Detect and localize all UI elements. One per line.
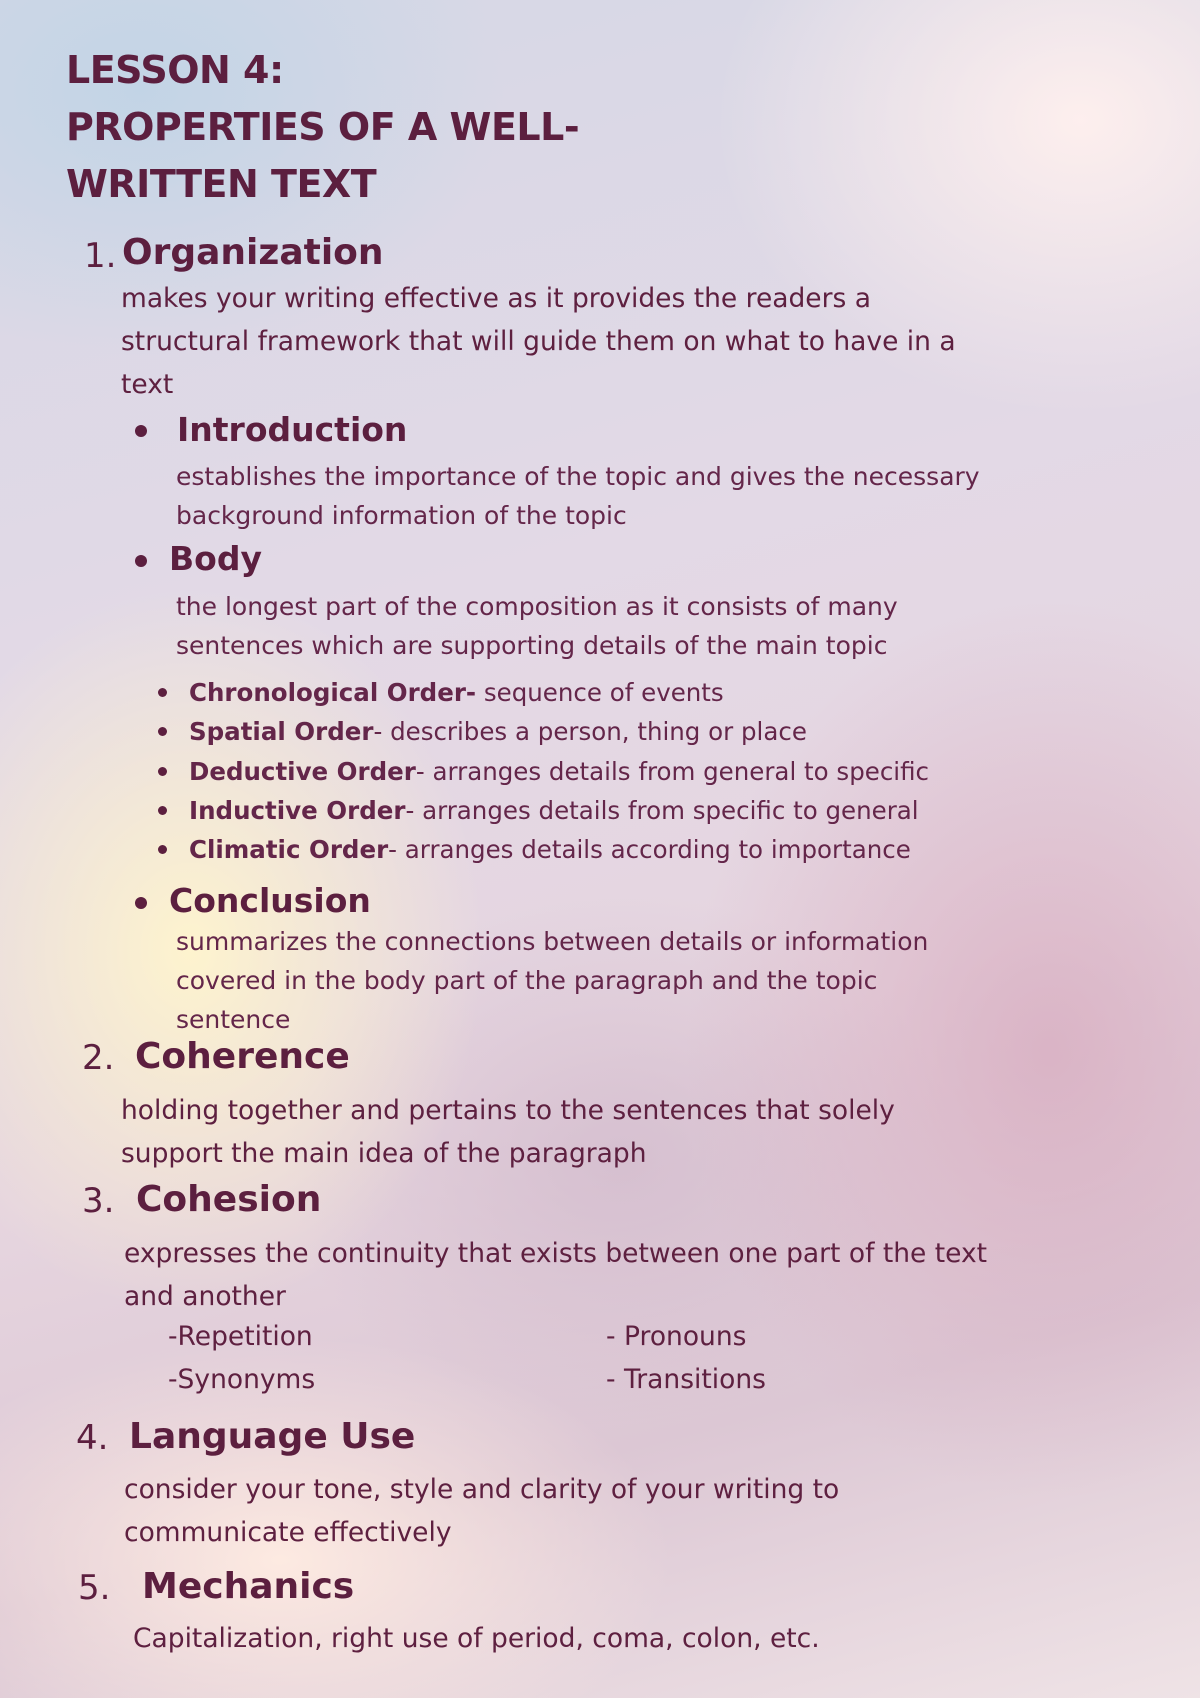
- bullet-icon: [158, 806, 167, 815]
- text-line: structural framework that will guide them on what to have in a: [121, 326, 956, 357]
- list-item: - Transitions: [606, 1364, 766, 1395]
- bullet-icon: [135, 897, 147, 909]
- organization-description: [121, 277, 956, 406]
- text-line: sentence: [176, 1005, 291, 1034]
- section-number: 2.: [82, 1038, 115, 1078]
- list-item: -Repetition: [168, 1321, 313, 1352]
- section-heading-coherence: Coherence: [135, 1036, 350, 1077]
- language-use-description: [124, 1468, 839, 1554]
- bullet-icon: [158, 727, 167, 736]
- section-heading-cohesion: Cohesion: [136, 1179, 322, 1220]
- cohesion-description: [124, 1232, 987, 1318]
- text-line: background information of the topic: [176, 501, 627, 530]
- title-line: WRITTEN TEXT: [66, 162, 377, 206]
- order-text: sequence of events: [476, 678, 724, 707]
- text-line: the longest part of the composition as it consists of many: [176, 592, 898, 621]
- list-item: [189, 830, 911, 869]
- text-line: communicate effectively: [124, 1517, 452, 1548]
- coherence-description: [121, 1089, 895, 1175]
- mechanics-description: [133, 1617, 820, 1660]
- order-label: Spatial Order: [189, 717, 374, 746]
- section-heading-mechanics: Mechanics: [142, 1566, 355, 1607]
- order-label: Climatic Order: [189, 835, 389, 864]
- order-text: - arranges details from specific to general: [405, 796, 919, 825]
- page-title: [66, 42, 579, 213]
- order-label: Chronological Order-: [189, 678, 477, 707]
- section-number: 4.: [76, 1418, 109, 1458]
- section-number: 3.: [82, 1181, 115, 1221]
- bullet-icon: [135, 425, 147, 437]
- text-line: Capitalization, right use of period, coma, colon, etc.: [133, 1623, 820, 1654]
- text-line: covered in the body part of the paragraph and the topic: [176, 966, 878, 995]
- text-line: and another: [124, 1281, 286, 1312]
- order-text: - arranges details from general to specific: [415, 757, 929, 786]
- text-line: establishes the importance of the topic and gives the necessary: [176, 462, 980, 491]
- bullet-icon: [158, 767, 167, 776]
- section-number: 1.: [84, 236, 117, 276]
- text-line: makes your writing effective as it provides the readers a: [121, 283, 871, 314]
- order-label: Deductive Order: [189, 757, 416, 786]
- text-line: holding together and pertains to the sentences that solely: [121, 1095, 895, 1126]
- title-line: LESSON 4:: [66, 48, 284, 92]
- list-item: -Synonyms: [168, 1364, 316, 1395]
- order-label: Inductive Order: [189, 796, 406, 825]
- cohesion-devices-left: [168, 1315, 315, 1401]
- text-line: expresses the continuity that exists between one part of the text: [124, 1238, 988, 1269]
- bullet-icon: [135, 555, 147, 567]
- text-line: sentences which are supporting details of the main topic: [176, 631, 888, 660]
- body-description: [176, 587, 898, 665]
- section-heading-organization: Organization: [122, 232, 384, 273]
- text-line: consider your tone, style and clarity of your writing to: [124, 1474, 840, 1505]
- subheading-body: Body: [169, 539, 262, 578]
- list-item: [189, 673, 724, 712]
- cohesion-devices-right: [606, 1315, 766, 1401]
- title-line: PROPERTIES OF A WELL-: [66, 105, 580, 149]
- conclusion-description: [176, 922, 928, 1039]
- section-number: 5.: [78, 1568, 111, 1608]
- subheading-introduction: Introduction: [177, 410, 408, 449]
- subheading-conclusion: Conclusion: [169, 881, 371, 920]
- list-item: - Pronouns: [606, 1321, 747, 1352]
- bullet-icon: [158, 845, 167, 854]
- text-line: summarizes the connections between details or information: [176, 927, 929, 956]
- text-line: text: [121, 369, 174, 400]
- list-item: [189, 752, 929, 791]
- order-text: - arranges details according to importance: [388, 835, 911, 864]
- order-text: - describes a person, thing or place: [373, 717, 807, 746]
- introduction-description: [176, 457, 980, 535]
- list-item: [189, 791, 919, 830]
- bullet-icon: [158, 688, 167, 697]
- section-heading-language-use: Language Use: [129, 1416, 416, 1457]
- text-line: support the main idea of the paragraph: [121, 1138, 647, 1169]
- list-item: [189, 712, 807, 751]
